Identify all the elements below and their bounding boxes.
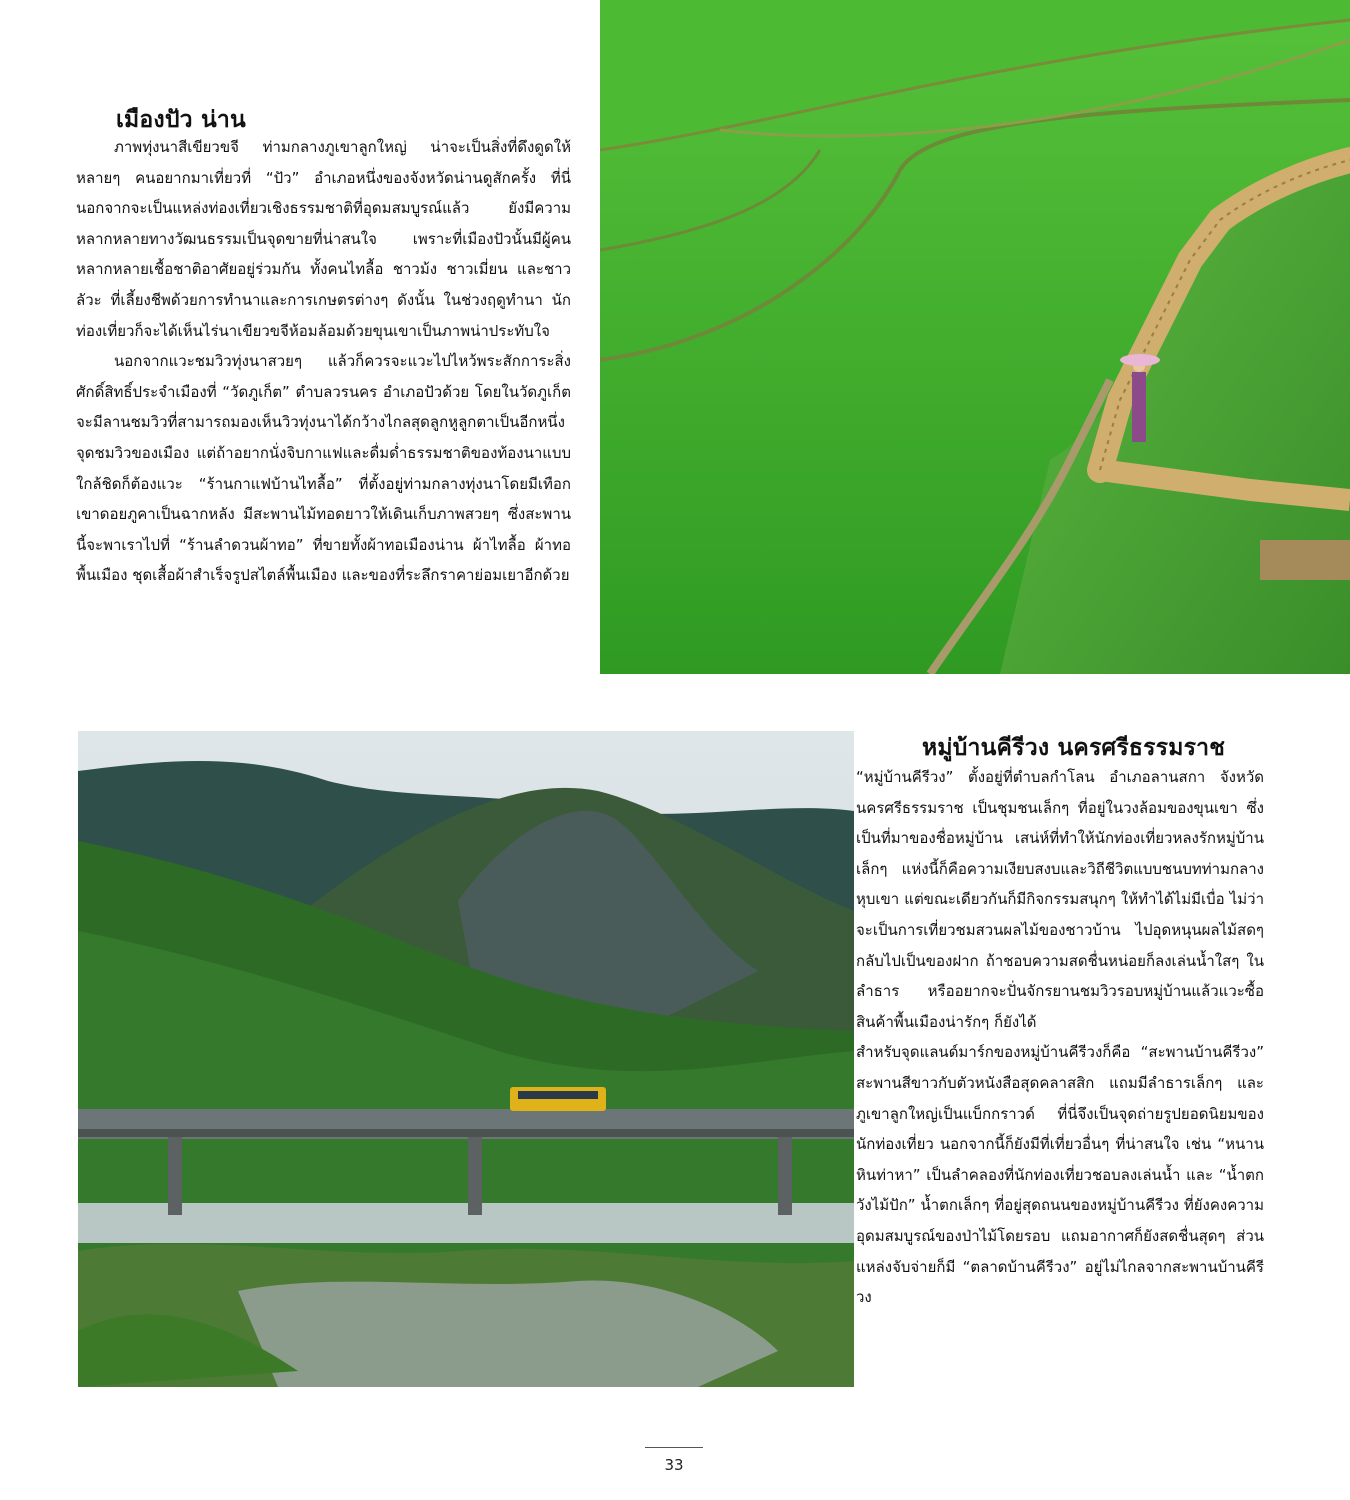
khiriwong-illustration	[78, 731, 854, 1387]
page-number-rule	[645, 1447, 703, 1448]
article-body-mueang-pua	[76, 132, 571, 591]
page-number: 33	[664, 1456, 684, 1474]
khiriwong-bridge-photo	[78, 731, 854, 1387]
article-body-khiriwong	[856, 762, 1264, 1313]
article-title-khiriwong: หมู่บ้านคีรีวง นครศรีธรรมราช	[922, 735, 1226, 761]
paragraph: “หมู่บ้านคีรีวง” ตั้งอยู่ที่ตำบลกำโลน อำเภอลานสกา จังหวัดนครศรีธรรมราช เป็นชุมชนเล็กๆ ที่อยู่ในวงล้อมของขุนเขา ซึ่งเป็นที่มาของชื่อหมู่บ้าน เสน่ห์ที่ทำให้นักท่องเที่ยวหลงรักหมู่บ้านเล็กๆ แห่งนี้ก็คือความเงียบสงบและวิถีชีวิตแบบชนบทท่ามกลางหุบเขา แต่ขณะเดียวกันก็มีกิจกรรมสนุกๆ ให้ทำได้ไม่มีเบื่อ ไม่ว่าจะเป็นการเที่ยวชมสวนผลไม้ของชาวบ้าน ไปอุดหนุนผลไม้สดๆ กลับไปเป็นของฝาก ถ้าชอบความสดชื่นหน่อยก็ลงเล่นน้ำใสๆ ในลำธาร หรืออยากจะปั่นจักรยานชมวิวรอบหมู่บ้านแล้วแวะซื้อสินค้าพื้นเมืองน่ารักๆ ก็ยังได้	[856, 768, 1264, 1031]
article-title-mueang-pua: เมืองปัว น่าน	[116, 107, 246, 133]
paragraph: สำหรับจุดแลนด์มาร์กของหมู่บ้านคีรีวงก็คือ “สะพานบ้านคีรีวง” สะพานสีขาวกับตัวหนังสือสุดคลาสสิก แถมมีลำธารเล็กๆ และภูเขาลูกใหญ่เป็นแบ็กกราวด์ ที่นี่จึงเป็นจุดถ่ายรูปยอดนิยมของนักท่องเที่ยว นอกจากนี้ก็ยังมีที่เที่ยวอื่นๆ ที่น่าสนใจ เช่น “หนานหินท่าหา” เป็นลำคลองที่นักท่องเที่ยวชอบลงเล่นน้ำ และ “น้ำตกวังไม้ปัก” น้ำตกเล็กๆ ที่อยู่สุดถนนของหมู่บ้านคีรีวง ที่ยังคงความอุดมสมบูรณ์ของป่าไม้โดยรอบ แถมอากาศก็ยังสดชื่นสุดๆ ส่วนแหล่งจับจ่ายก็มี “ตลาดบ้านคีรีวง” อยู่ไม่ไกลจากสะพานบ้านคีรีวง	[856, 1043, 1264, 1307]
rice-terrace-illustration	[600, 0, 1350, 674]
rice-terrace-photo	[600, 0, 1350, 674]
paragraph: ภาพทุ่งนาสีเขียวขจี ท่ามกลางภูเขาลูกใหญ่ น่าจะเป็นสิ่งที่ดึงดูดให้หลายๆ คนอยากมาเที่ยวที่ “ปัว” อำเภอหนึ่งของจังหวัดน่านดูสักครั้ง ที่นี่นอกจากจะเป็นแหล่งท่องเที่ยวเชิงธรรมชาติที่อุดมสมบูรณ์แล้ว ยังมีความหลากหลายทางวัฒนธรรมเป็นจุดขายที่น่าสนใจ เพราะที่เมืองปัวนั้นมีผู้คนหลากหลายเชื้อชาติอาศัยอยู่ร่วมกัน ทั้งคนไทลื้อ ชาวม้ง ชาวเมี่ยน และชาวลัวะ ที่เลี้ยงชีพด้วยการทำนาและการเกษตรต่างๆ ดังนั้น ในช่วงฤดูทำนา นักท่องเที่ยวก็จะได้เห็นไร่นาเขียวขจีห้อมล้อมด้วยขุนเขาเป็นภาพน่าประทับใจ	[76, 138, 571, 340]
paragraph: นอกจากแวะชมวิวทุ่งนาสวยๆ แล้วก็ควรจะแวะไปไหว้พระสักการะสิ่งศักดิ์สิทธิ์ประจำเมืองที่ “วัดภูเก็ต” ตำบลวรนคร อำเภอปัวด้วย โดยในวัดภูเก็ตจะมีลานชมวิวที่สามารถมองเห็นวิวทุ่งนาได้กว้างไกลสุดลูกหูลูกตาเป็นอีกหนึ่งจุดชมวิวของเมือง แต่ถ้าอยากนั่งจิบกาแฟและดื่มด่ำธรรมชาติของท้องนาแบบใกล้ชิดก็ต้องแวะ “ร้านกาแฟบ้านไทลื้อ” ที่ตั้งอยู่ท่ามกลางทุ่งนาโดยมีเทือกเขาดอยภูคาเป็นฉากหลัง มีสะพานไม้ทอดยาวให้เดินเก็บภาพสวยๆ ซึ่งสะพานนี้จะพาเราไปที่ “ร้านลำดวนผ้าทอ” ที่ขายทั้งผ้าทอเมืองน่าน ผ้าไทลื้อ ผ้าทอพื้นเมือง ชุดเสื้อผ้าสำเร็จรูปสไตล์พื้นเมือง และของที่ระลึกราคาย่อมเยาอีกด้วย	[76, 352, 571, 585]
